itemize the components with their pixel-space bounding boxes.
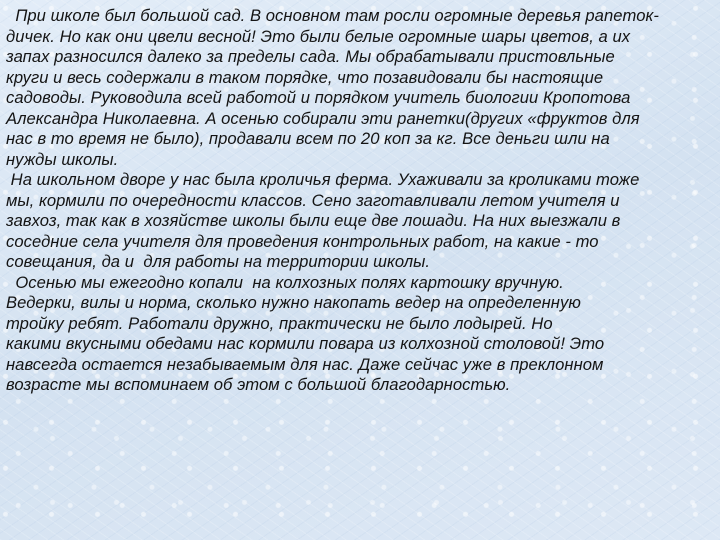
memoir-text [6,6,714,396]
text-line: соседние села учителя для проведения контрольных работ, на какие - то [6,231,599,251]
text-line: навсегда остается незабываемым для нас. Даже сейчас уже в преклонном [6,354,604,374]
text-line: дичек. Но как они цвели весной! Это были белые огромные шары цветов, а их [6,26,631,46]
text-line: какими вкусными обедами нас кормили повара из колхозной столовой! Это [6,334,605,353]
text-line: запах разносился далеко за пределы сада. Мы обрабатывали пристовльные [6,47,615,66]
text-line: Ведерки, вилы и норма, сколько нужно накопать ведер на определенную [6,293,581,312]
text-line: совещания, да и для работы на территории школы. [6,252,431,271]
text-line: На школьном дворе у нас была кроличья ферма. Ухаживали за кроликами тоже [6,170,640,189]
text-line: завхоз, так как в хозяйстве школы были еще две лошади. На них выезжали в [6,211,621,230]
text-line: нужды школы. [6,149,119,169]
text-line: мы, кормили по очередности классов. Сено заготавливали летом учителя и [6,190,620,210]
text-line: Осенью мы ежегодно копали на колхозных полях картошку вручную. [6,272,564,292]
text-line: тройку ребят. Работали дружно, практически не было лодырей. Но [6,313,553,333]
text-line: Александра Николаевна. А осенью собирали эти ранетки(других «фруктов для [6,108,640,128]
text-line: возрасте мы вспоминаем об этом с большой благодарностью. [6,375,511,394]
text-line: нас в то время не было), продавали всем по 20 коп за кг. Все деньги шли на [6,129,610,148]
text-line: круги и весь содержали в таком порядке, что позавидовали бы настоящие [6,67,604,87]
text-line: садоводы. Руководила всей работой и порядком учитель биологии Кропотова [6,88,631,107]
text-line: При школе был большой сад. В основном там росли огромные деревья раneток- [6,6,659,25]
